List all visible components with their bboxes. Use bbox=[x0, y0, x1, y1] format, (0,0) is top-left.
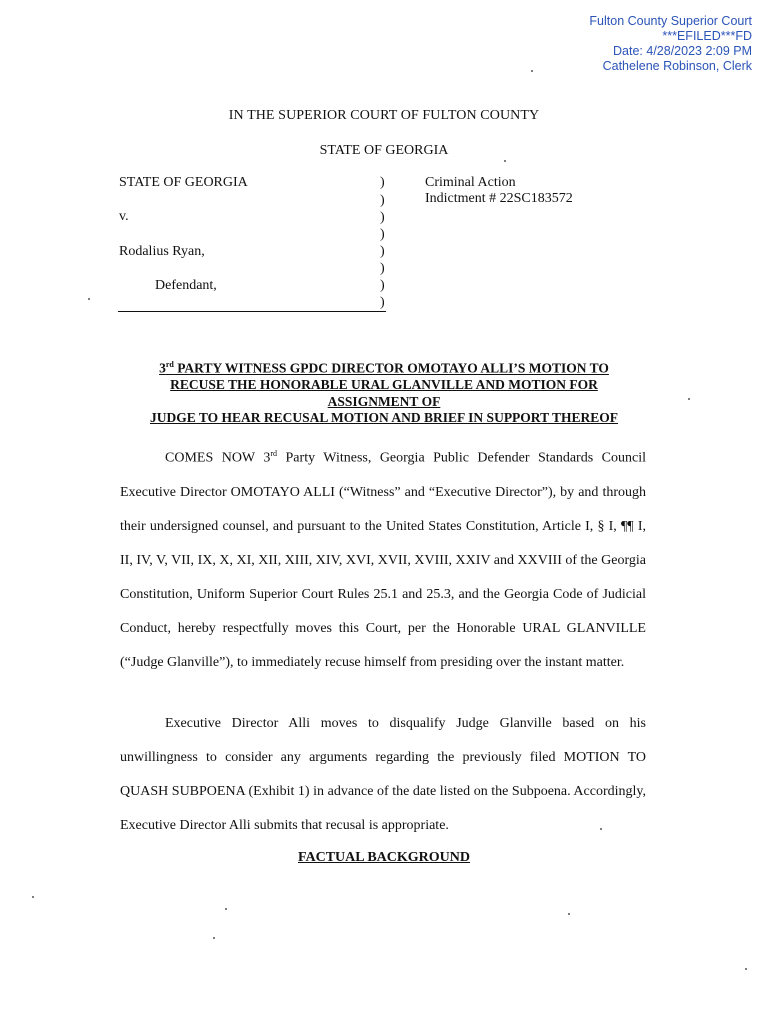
caption-defendant-label: Defendant, bbox=[155, 278, 217, 293]
stamp-date: Date: 4/28/2023 2:09 PM bbox=[613, 44, 752, 58]
caption-plaintiff: STATE OF GEORGIA bbox=[119, 175, 248, 190]
stamp-clerk: Cathelene Robinson, Clerk bbox=[602, 59, 752, 73]
title-ordinal: 3 bbox=[159, 360, 166, 376]
title-line-4: JUDGE TO HEAR RECUSAL MOTION AND BRIEF IN SUPPORT THEREOF bbox=[150, 410, 618, 425]
title-line-1 bbox=[0, 357, 768, 377]
para1-lead: COMES NOW 3 bbox=[165, 450, 271, 466]
caption-paren: ) bbox=[380, 278, 385, 293]
caption-paren: ) bbox=[380, 295, 385, 310]
scan-speck bbox=[225, 908, 227, 910]
efiling-stamp bbox=[589, 14, 752, 74]
title-ordinal-sup: rd bbox=[165, 360, 174, 369]
caption-action: Criminal Action bbox=[425, 175, 516, 190]
para1-text: Party Witness, Georgia Public Defender Standards Council Executive Director OMOTAYO ALLI (“Witness” and “Executive Director”), by and through their undersigned counsel, and pursuant to the United States Constitution, Article I, § I, ¶¶ I, II, IV, V, VII, IX, X, XI, XII, XIII, XIV, XVI, XVII, XVIII, XXIV and XXVIII of the Georgia Constitution, Uniform Superior Court Rules 25.1 and 25.3, and the Georgia Code of Judicial Conduct, hereby respectfully moves this Court, per the Honorable URAL GLANVILLE (“Judge Glanville”), to immediately recuse himself from presiding over the instant matter. bbox=[120, 450, 646, 670]
paragraph-disqualify: Executive Director Alli moves to disqualify Judge Glanville based on his unwillingness to consider any arguments regarding the previously filed MOTION TO QUASH SUBPOENA (Exhibit 1) in advance of the date listed on the Subpoena. Accordingly, Executive Director Alli submits that recusal is appropriate. bbox=[120, 716, 646, 833]
title-line-1-text: PARTY WITNESS GPDC DIRECTOR OMOTAYO ALLI’S MOTION TO bbox=[173, 360, 609, 376]
section-heading-factual: FACTUAL BACKGROUND bbox=[297, 850, 471, 865]
para1-sup: rd bbox=[270, 449, 278, 458]
caption-rule bbox=[118, 311, 386, 312]
scan-speck bbox=[32, 896, 34, 898]
title-line-3: ASSIGNMENT OF bbox=[327, 393, 441, 409]
caption-paren: ) bbox=[380, 244, 385, 259]
scan-speck bbox=[688, 398, 690, 400]
scan-speck bbox=[88, 298, 90, 300]
caption-paren: ) bbox=[380, 193, 385, 208]
caption-paren: ) bbox=[380, 261, 385, 276]
state-heading: STATE OF GEORGIA bbox=[319, 143, 449, 158]
scan-speck bbox=[568, 913, 570, 915]
scan-speck bbox=[600, 828, 602, 830]
caption-defendant-name: Rodalius Ryan, bbox=[119, 244, 205, 259]
scan-speck bbox=[745, 968, 747, 970]
motion-title bbox=[0, 357, 768, 427]
scan-speck bbox=[504, 160, 506, 162]
scan-speck bbox=[213, 937, 215, 939]
court-heading: IN THE SUPERIOR COURT OF FULTON COUNTY bbox=[228, 108, 540, 123]
stamp-court: Fulton County Superior Court bbox=[589, 14, 752, 28]
caption-paren: ) bbox=[380, 175, 385, 190]
scan-speck bbox=[531, 70, 533, 72]
paragraph-intro bbox=[120, 437, 646, 680]
caption-paren: ) bbox=[380, 210, 385, 225]
caption-indictment: Indictment # 22SC183572 bbox=[425, 191, 573, 206]
title-line-2: RECUSE THE HONORABLE URAL GLANVILLE AND MOTION FOR bbox=[170, 377, 598, 392]
caption-versus: v. bbox=[119, 209, 129, 224]
stamp-filed: ***EFILED***FD bbox=[662, 29, 752, 43]
caption-paren: ) bbox=[380, 227, 385, 242]
